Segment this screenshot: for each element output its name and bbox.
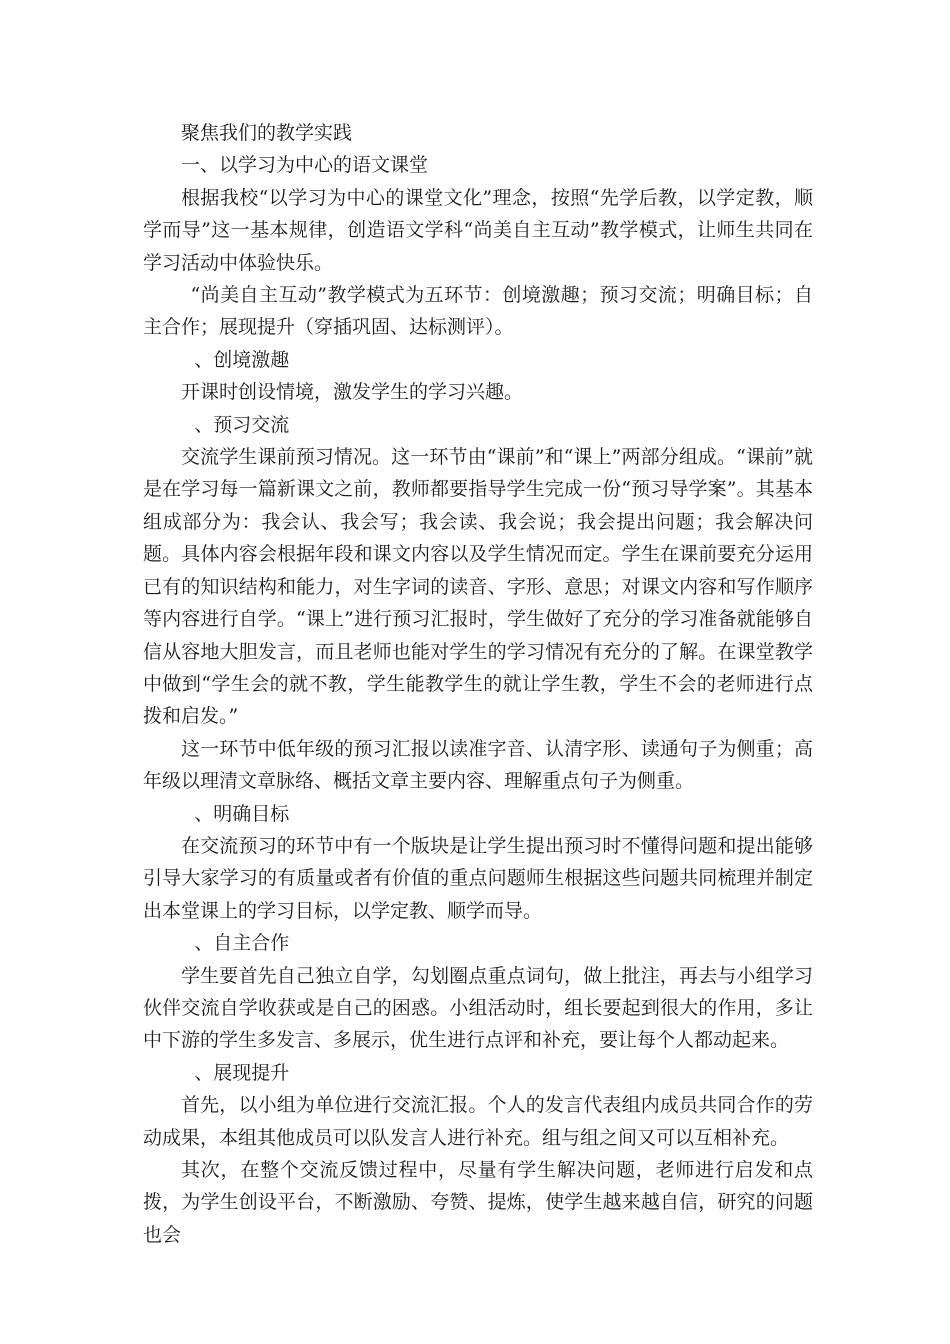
intro-paragraph: 根据我校“以学习为中心的课堂文化”理念，按照“先学后教，以学定教，顺学而导”这一基本规律，创造语文学科“尚美自主互动”教学模式，让师生共同在学习活动中体验快乐。	[143, 186, 813, 274]
step-heading-2: 、预习交流	[194, 413, 290, 436]
mode-summary-paragraph: “尚美自主互动”教学模式为五环节：创境激趣；预习交流；明确目标；自主合作；展现提升（穿插巩固、达标测评）。	[143, 284, 813, 339]
step-paragraph-2a: 交流学生课前预习情况。这一环节由“课前”和“课上”两部分组成。“课前”就是在学习每一篇新课文之前，教师都要指导学生完成一份“预习导学案”。其基本组成部分为：我会认、我会写；我会读、我会说；我会提出问题；我会解决问题。具体内容会根据年段和课文内容以及学生情况而定。学生在课前要充分运用已有的知识结构和能力，对生字词的读音、字形、意思；对课文内容和写作顺序等内容进行自学。“课上”进行预习汇报时，学生做好了充分的学习准备就能够自信从容地大胆发言，而且老师也能对学生的学习情况有充分的了解。在课堂教学中做到“学生会的就不教，学生能教学生的就让学生教，学生不会的老师进行点拨和启发。”	[143, 446, 813, 728]
step-paragraph-2b: 这一环节中低年级的预习汇报以读准字音、认清字形、读通句子为侧重；高年级以理清文章脉络、概括文章主要内容、理解重点句子为侧重。	[143, 737, 813, 793]
section-heading: 一、以学习为中心的语文课堂	[181, 154, 429, 177]
document-title: 聚焦我们的教学实践	[181, 122, 353, 144]
step-paragraph-5b: 其次，在整个交流反馈过程中，尽量有学生解决问题，老师进行启发和点拨，为学生创设平台，不断激励、夸赞、提炼，使学生越来越自信，研究的问题也会	[143, 1159, 813, 1246]
step-heading-1: 、创境激趣	[194, 348, 290, 371]
step-paragraph-5a: 首先，以小组为单位进行交流汇报。个人的发言代表组内成员共同合作的劳动成果，本组其他成员可以队发言人进行补充。组与组之间又可以互相补充。	[143, 1094, 813, 1149]
document-body	[143, 117, 813, 1251]
step-paragraph-4: 学生要首先自己独立自学，勾划圈点重点词句，做上批注，再去与小组学习伙伴交流自学收获或是自己的困惑。小组活动时，组长要起到很大的作用，多让中下游的学生多发言、多展示，优生进行点评和补充，要让每个人都动起来。	[143, 964, 813, 1052]
step-paragraph-3: 在交流预习的环节中有一个版块是让学生提出预习时不懂得问题和提出能够引导大家学习的有质量或者有价值的重点问题师生根据这些问题共同梳理并制定出本堂课上的学习目标，以学定教、顺学而导。	[143, 834, 813, 922]
step-heading-4: 、自主合作	[194, 932, 290, 955]
step-heading-5: 、展现提升	[194, 1061, 290, 1084]
step-paragraph-1: 开课时创设情境，激发学生的学习兴趣。	[181, 381, 524, 404]
step-heading-3: 、明确目标	[194, 802, 290, 825]
